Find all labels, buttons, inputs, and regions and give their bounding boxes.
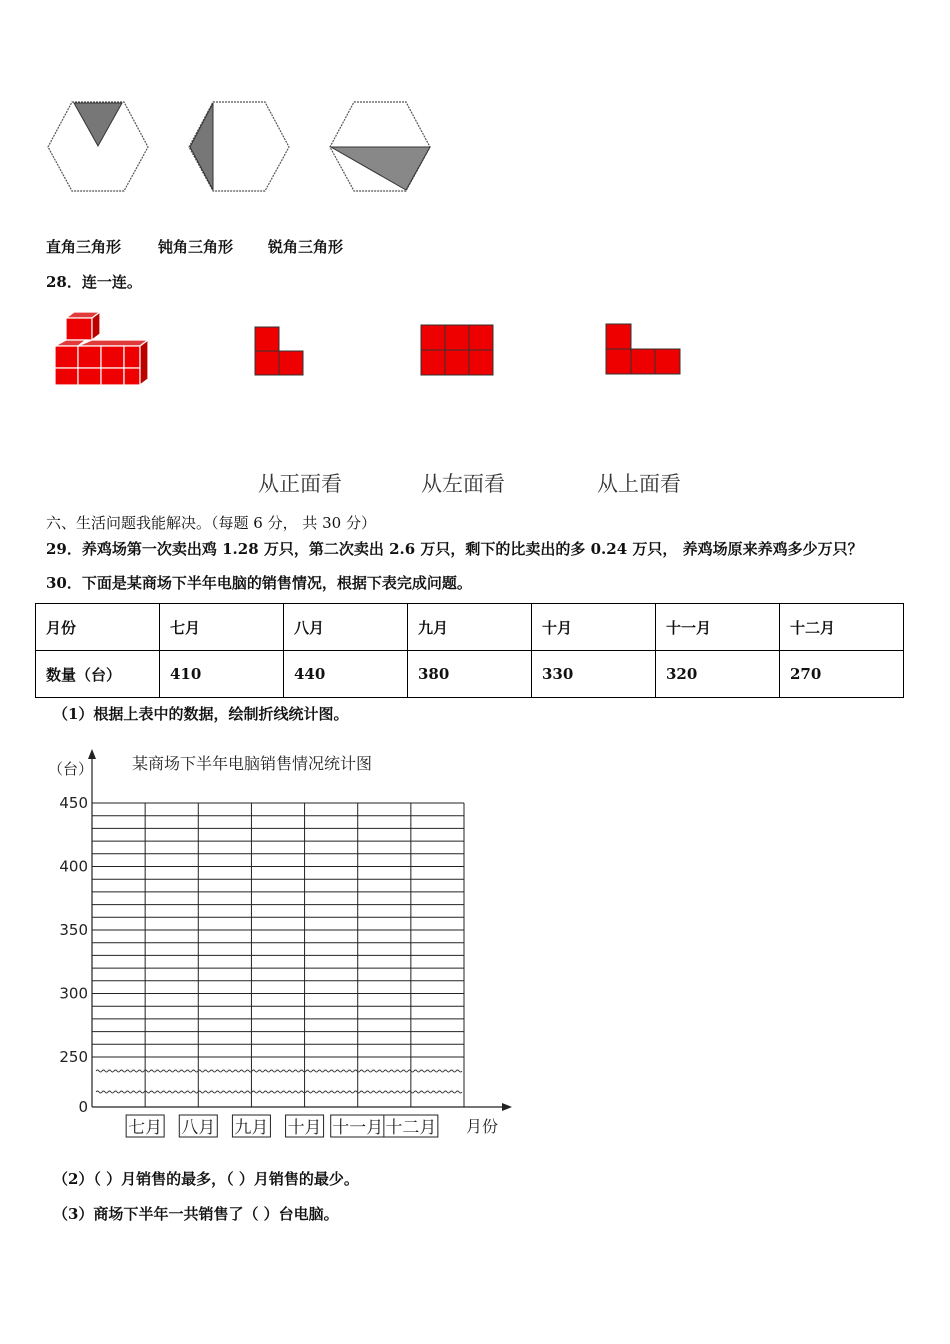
- cube-stack-3d: [52, 312, 152, 386]
- table-cell: 数量（台）: [36, 651, 160, 698]
- view-figure-long-l: [604, 322, 682, 376]
- chart-grid: [92, 803, 464, 1107]
- q28-title: 28．连一连。: [46, 273, 142, 291]
- chart-x-categories: [126, 1115, 438, 1138]
- y-tick-label: 400: [59, 857, 88, 876]
- y-tick-label: 0: [78, 1098, 88, 1116]
- view-label-left: 从左面看: [421, 472, 505, 496]
- sales-line-chart: [40, 745, 520, 1145]
- y-tick-label: 450: [59, 794, 88, 812]
- table-header-cell: 月份: [36, 604, 160, 651]
- table-header-cell: 十一月: [656, 604, 780, 651]
- table-cell: 270: [780, 651, 904, 698]
- triangle-label-acute: 锐角三角形: [268, 238, 344, 256]
- table-header-cell: 十二月: [780, 604, 904, 651]
- chart-y-unit: （台）: [48, 760, 94, 778]
- q29-text: 29．养鸡场第一次卖出鸡 1.28 万只，第二次卖出 2.6 万只，剩下的比卖出的多 0.24 万只， 养鸡场原来养鸡多少万只？: [46, 540, 863, 558]
- sales-table: [35, 603, 904, 698]
- table-header-cell: 七月: [160, 604, 284, 651]
- y-axis-arrow: [88, 749, 96, 759]
- hexagon-obtuse-triangle: [187, 100, 291, 194]
- table-row: [36, 651, 904, 698]
- table-cell: 380: [408, 651, 532, 698]
- x-axis-arrow: [502, 1103, 512, 1111]
- q30-sub1: （1）根据上表中的数据，绘制折线统计图。: [53, 705, 349, 723]
- q30-intro: 30．下面是某商场下半年电脑的销售情况，根据下表完成问题。: [46, 574, 472, 592]
- table-header-cell: 九月: [408, 604, 532, 651]
- chart-x-axis-label: 月份: [466, 1117, 499, 1136]
- table-header-cell: 八月: [284, 604, 408, 651]
- view-figure-front-l: [253, 325, 305, 377]
- view-label-top: 从上面看: [597, 472, 681, 496]
- y-tick-label: 250: [59, 1048, 88, 1066]
- table-cell: 410: [160, 651, 284, 698]
- x-category-label: 十月: [287, 1118, 322, 1138]
- table-cell: 440: [284, 651, 408, 698]
- table-header-cell: 十月: [532, 604, 656, 651]
- chart-title: 某商场下半年电脑销售情况统计图: [132, 754, 373, 773]
- section6-heading: 六、生活问题我能解决。（每题 6 分， 共 30 分）: [46, 514, 376, 532]
- x-category-label: 十一月: [332, 1118, 384, 1138]
- triangle-label-obtuse: 钝角三角形: [158, 238, 234, 256]
- x-category-label: 九月: [234, 1118, 269, 1138]
- axis-break-line: [96, 1070, 462, 1072]
- table-cell: 320: [656, 651, 780, 698]
- q30-sub2: （2）（ ）月销售的最多，（ ）月销售的最少。: [53, 1170, 359, 1188]
- y-tick-label: 350: [59, 921, 88, 939]
- view-label-front: 从正面看: [258, 472, 342, 496]
- hexagon-acute-triangle: [328, 100, 432, 194]
- table-row: [36, 604, 904, 651]
- chart-y-ticks: [59, 794, 88, 1116]
- triangle-label-right: 直角三角形: [46, 238, 122, 256]
- x-category-label: 八月: [181, 1118, 216, 1138]
- table-cell: 330: [532, 651, 656, 698]
- x-category-label: 十二月: [385, 1118, 437, 1138]
- x-category-label: 七月: [128, 1118, 163, 1138]
- y-tick-label: 300: [59, 984, 88, 1003]
- axis-break-line: [96, 1091, 462, 1093]
- q30-sub3: （3）商场下半年一共销售了（ ）台电脑。: [53, 1205, 339, 1223]
- hexagon-right-triangle: [46, 100, 150, 194]
- view-figure-grid-2x3: [419, 323, 495, 377]
